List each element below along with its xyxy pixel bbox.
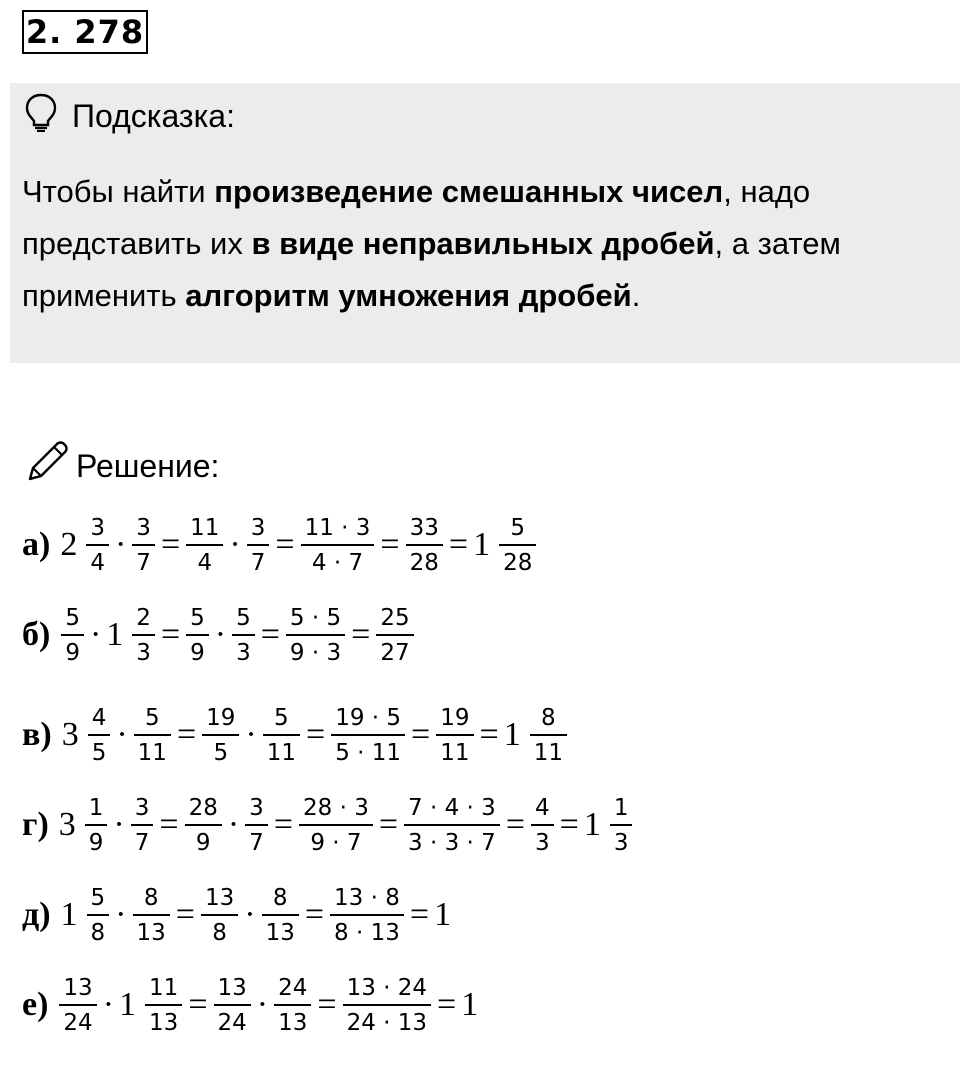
fraction	[145, 975, 182, 1036]
equals-sign: =	[380, 526, 400, 563]
denominator: 24 · 13	[343, 1004, 431, 1036]
whole-part: 3	[58, 806, 76, 843]
denominator: 7	[247, 544, 270, 576]
fraction	[499, 515, 536, 576]
fraction	[131, 795, 154, 856]
denominator: 9	[61, 634, 84, 666]
fraction	[245, 795, 268, 856]
equals-sign: =	[437, 986, 457, 1023]
multiply-sign: ·	[89, 616, 102, 653]
equals-sign: =	[306, 716, 326, 753]
hint-line	[22, 270, 957, 322]
multiply-sign: ·	[114, 526, 127, 563]
denominator: 3 · 3 · 7	[404, 824, 500, 856]
multiply-sign: ·	[244, 896, 256, 933]
numerator: 5	[274, 704, 289, 731]
equals-sign: =	[160, 616, 181, 653]
whole-part: 1	[503, 716, 521, 753]
hint-line	[22, 218, 957, 270]
equals-sign: =	[409, 896, 430, 933]
fraction	[531, 795, 554, 856]
numerator: 5	[144, 704, 160, 731]
multiply-sign: ·	[227, 806, 240, 843]
multiply-sign: ·	[229, 526, 241, 563]
denominator: 9	[85, 824, 108, 856]
equals-sign: =	[188, 986, 208, 1023]
multiply-sign: ·	[214, 616, 227, 653]
equals-sign: =	[159, 806, 179, 843]
fraction	[286, 605, 345, 666]
equals-sign: =	[273, 806, 293, 843]
equals-sign: =	[175, 896, 195, 933]
equals-sign: =	[160, 526, 181, 563]
solution-header	[24, 444, 219, 488]
denominator: 9 · 3	[286, 634, 345, 666]
fraction	[186, 605, 209, 666]
denominator: 27	[376, 634, 413, 666]
fraction	[214, 975, 251, 1036]
hint-emphasis: произведение смешанных чисел	[214, 174, 724, 209]
denominator: 5	[88, 734, 111, 766]
numerator: 5	[510, 514, 526, 541]
denominator: 4 · 7	[301, 544, 375, 576]
fraction	[88, 705, 111, 766]
fraction	[201, 885, 238, 946]
numerator: 13	[204, 884, 235, 911]
lightbulb-icon	[24, 92, 58, 140]
fraction	[299, 795, 373, 856]
denominator: 13	[262, 914, 299, 946]
result-number: 1	[434, 896, 452, 933]
fraction	[330, 885, 404, 946]
numerator: 28	[188, 794, 218, 821]
fraction	[134, 705, 171, 766]
fraction	[436, 705, 473, 766]
item-label: д)	[22, 896, 51, 933]
denominator: 24	[59, 1004, 96, 1036]
equals-sign: =	[505, 806, 525, 843]
result-number: 1	[461, 986, 479, 1023]
whole-part: 1	[583, 806, 601, 843]
item-label: а)	[22, 526, 51, 563]
whole-part: 1	[106, 616, 124, 653]
denominator: 11	[134, 734, 171, 766]
item-label: е)	[22, 986, 49, 1023]
denominator: 13	[145, 1004, 182, 1036]
equals-sign: =	[559, 806, 579, 843]
numerator: 1	[613, 794, 629, 821]
numerator: 8	[541, 704, 556, 731]
numerator: 5 · 5	[289, 604, 342, 631]
equals-sign: =	[351, 616, 371, 653]
hint-text	[22, 166, 957, 322]
denominator: 28	[499, 544, 536, 576]
hint-text-part: , надо	[723, 174, 811, 209]
fraction	[263, 705, 300, 766]
denominator: 13	[133, 914, 170, 946]
solution-line	[22, 870, 453, 960]
fraction	[202, 705, 239, 766]
equals-sign: =	[260, 616, 280, 653]
denominator: 7	[131, 824, 154, 856]
equals-sign: =	[448, 526, 469, 563]
fraction	[376, 605, 413, 666]
denominator: 8	[201, 914, 238, 946]
numerator: 13	[217, 974, 247, 1001]
denominator: 4	[86, 544, 109, 576]
numerator: 5	[190, 604, 205, 631]
numerator: 8	[143, 884, 159, 911]
denominator: 11	[436, 734, 473, 766]
hint-header	[24, 96, 235, 136]
denominator: 5 · 11	[331, 734, 405, 766]
task-number: 2. 278	[22, 10, 148, 54]
hint-line	[22, 166, 957, 218]
numerator: 19	[206, 704, 236, 731]
fraction	[232, 605, 255, 666]
numerator: 13	[63, 974, 93, 1001]
fraction	[247, 515, 270, 576]
numerator: 19	[440, 704, 470, 731]
numerator: 5	[236, 604, 251, 631]
denominator: 11	[530, 734, 567, 766]
hint-text-part: Чтобы найти	[22, 174, 215, 209]
numerator: 19 · 5	[335, 704, 402, 731]
numerator: 11	[149, 974, 179, 1001]
solution-title: Решение:	[76, 447, 220, 484]
numerator: 28 · 3	[303, 794, 369, 821]
denominator: 9	[186, 634, 209, 666]
equals-sign: =	[275, 526, 295, 563]
numerator: 5	[90, 884, 106, 911]
solution-line	[22, 960, 480, 1050]
numerator: 4	[535, 794, 550, 821]
whole-part: 1	[60, 896, 78, 933]
numerator: 13 · 8	[334, 884, 400, 911]
whole-part: 2	[60, 526, 78, 563]
fraction	[61, 605, 84, 666]
denominator: 3	[531, 824, 554, 856]
denominator: 8	[87, 914, 110, 946]
numerator: 11	[190, 514, 220, 541]
numerator: 25	[380, 604, 410, 631]
hint-text-part: представить их	[22, 226, 252, 261]
denominator: 13	[274, 1004, 311, 1036]
fraction	[132, 515, 155, 576]
numerator: 24	[278, 974, 308, 1001]
multiply-sign: ·	[115, 896, 127, 933]
solution-line	[22, 500, 539, 590]
denominator: 11	[263, 734, 300, 766]
fraction	[59, 975, 96, 1036]
whole-part: 3	[61, 716, 79, 753]
fraction	[343, 975, 431, 1036]
numerator: 7 · 4 · 3	[408, 794, 496, 821]
fraction	[85, 795, 108, 856]
denominator: 7	[245, 824, 268, 856]
denominator: 28	[406, 544, 443, 576]
numerator: 33	[409, 514, 439, 541]
equals-sign: =	[317, 986, 337, 1023]
solution-line	[22, 780, 635, 870]
multiply-sign: ·	[245, 716, 257, 753]
numerator: 13 · 24	[346, 974, 428, 1001]
fraction	[185, 795, 222, 856]
equals-sign: =	[411, 716, 431, 753]
numerator: 2	[136, 604, 151, 631]
denominator: 3	[232, 634, 255, 666]
denominator: 5	[202, 734, 239, 766]
multiply-sign: ·	[116, 716, 128, 753]
numerator: 3	[136, 514, 151, 541]
whole-part: 1	[119, 986, 137, 1023]
fraction	[186, 515, 223, 576]
denominator: 4	[186, 544, 223, 576]
denominator: 7	[132, 544, 155, 576]
fraction	[301, 515, 375, 576]
whole-part: 1	[473, 526, 491, 563]
numerator: 4	[91, 704, 107, 731]
fraction	[331, 705, 405, 766]
fraction	[274, 975, 311, 1036]
fraction	[262, 885, 299, 946]
item-label: б)	[22, 616, 51, 653]
multiply-sign: ·	[113, 806, 125, 843]
denominator: 8 · 13	[330, 914, 404, 946]
denominator: 3	[610, 824, 633, 856]
equals-sign: =	[176, 716, 197, 753]
numerator: 1	[88, 794, 104, 821]
numerator: 8	[272, 884, 288, 911]
multiply-sign: ·	[256, 986, 269, 1023]
numerator: 3	[250, 514, 266, 541]
equals-sign: =	[304, 896, 325, 933]
solution-line	[22, 690, 570, 780]
hint-text-part: применить	[22, 278, 186, 313]
denominator: 9	[185, 824, 222, 856]
numerator: 3	[134, 794, 150, 821]
fraction	[133, 885, 170, 946]
hint-emphasis: алгоритм умножения дробей	[185, 278, 632, 313]
hint-title: Подсказка:	[72, 97, 235, 134]
denominator: 24	[214, 1004, 251, 1036]
fraction	[86, 515, 109, 576]
fraction	[406, 515, 443, 576]
item-label: г)	[22, 806, 49, 843]
denominator: 3	[132, 634, 155, 666]
fraction	[530, 705, 567, 766]
fraction	[610, 795, 633, 856]
fraction	[87, 885, 110, 946]
fraction	[404, 795, 500, 856]
hint-text-part: .	[631, 278, 641, 313]
numerator: 5	[65, 604, 80, 631]
hint-text-part: , а затем	[714, 226, 841, 261]
multiply-sign: ·	[102, 986, 115, 1023]
pencil-icon	[24, 439, 70, 493]
equals-sign: =	[479, 716, 499, 753]
denominator: 9 · 7	[299, 824, 373, 856]
item-label: в)	[22, 716, 52, 753]
equals-sign: =	[378, 806, 399, 843]
hint-emphasis: в виде неправильных дробей	[251, 226, 715, 261]
solution-line	[22, 590, 417, 680]
fraction	[132, 605, 155, 666]
numerator: 3	[90, 514, 105, 541]
numerator: 11 · 3	[304, 514, 371, 541]
numerator: 3	[249, 794, 264, 821]
